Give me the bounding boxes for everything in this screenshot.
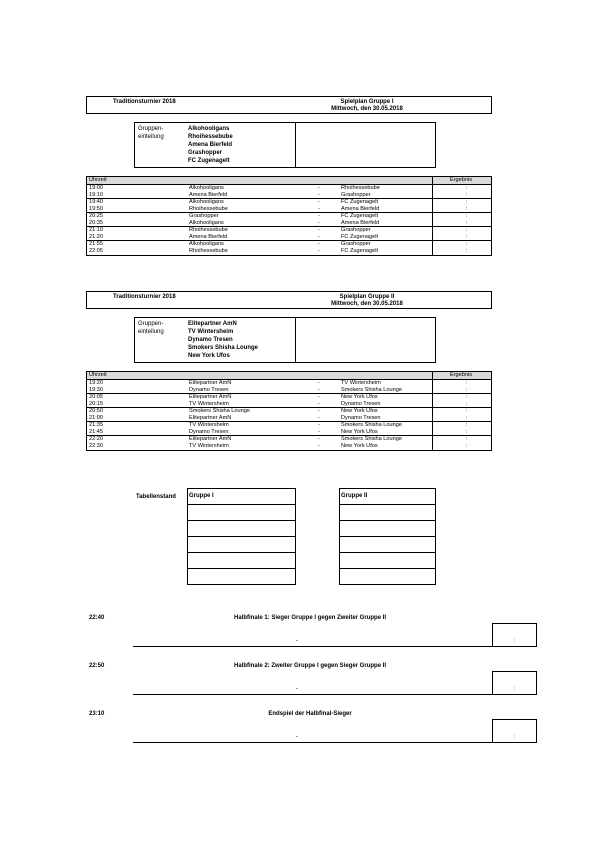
match-home: Rhoihessebube bbox=[189, 247, 228, 254]
match-home: Elitepartner AmN bbox=[189, 394, 232, 400]
group1-assignment bbox=[134, 122, 436, 168]
match-guest: Amena Bierfeld bbox=[341, 219, 380, 226]
match-pair bbox=[87, 227, 491, 241]
match-guest: Amena Bierfeld bbox=[341, 205, 380, 212]
match-score: : bbox=[465, 380, 467, 386]
standings-row bbox=[340, 505, 435, 521]
standings-row bbox=[188, 521, 295, 537]
match-row bbox=[87, 401, 491, 408]
group2-team-list bbox=[188, 320, 258, 360]
match-dash: - bbox=[318, 233, 320, 240]
group2-date: Mittwoch, den 30.05.2018 bbox=[331, 301, 403, 307]
match-guest: Smokers Shisha Lounge bbox=[341, 422, 402, 428]
match-time: 22:20 bbox=[89, 436, 103, 442]
match-time: 21:00 bbox=[89, 414, 103, 421]
match-score: : bbox=[465, 247, 467, 254]
match-score: : bbox=[465, 241, 467, 247]
match-time: 21:10 bbox=[89, 227, 103, 233]
match-guest: Dynamo Tresen bbox=[341, 414, 381, 421]
match-pair bbox=[87, 422, 491, 436]
standings-group1-title: Gruppe I bbox=[188, 489, 295, 505]
standings-row bbox=[340, 569, 435, 585]
match-score: : bbox=[465, 185, 467, 191]
final-score: : bbox=[513, 686, 515, 692]
match-score: : bbox=[465, 219, 467, 226]
match-dash: - bbox=[318, 394, 320, 400]
match-home: Elitepartner AmN bbox=[189, 414, 232, 421]
match-home: Amena Bierfeld bbox=[189, 233, 228, 240]
standings-group1-table bbox=[187, 488, 296, 585]
standings-row bbox=[340, 521, 435, 537]
match-dash: - bbox=[318, 191, 320, 198]
group2-schedule bbox=[86, 371, 492, 451]
group2-assignment bbox=[134, 317, 436, 363]
match-home: Smokers Shisha Lounge bbox=[189, 408, 250, 414]
match-score: : bbox=[465, 386, 467, 393]
group2-header bbox=[86, 291, 492, 309]
standings-label: Tabellenstand bbox=[136, 494, 176, 500]
match-home: Rhoihessebube bbox=[189, 227, 228, 233]
match-time: 19:50 bbox=[89, 205, 103, 212]
match-row bbox=[87, 443, 491, 450]
final-line bbox=[133, 694, 537, 695]
match-time: 22:05 bbox=[89, 247, 103, 254]
match-time: 19:00 bbox=[89, 185, 103, 191]
match-pair bbox=[87, 199, 491, 213]
match-time: 20:15 bbox=[89, 400, 103, 407]
match-time: 19:30 bbox=[89, 386, 103, 393]
final-dash: - bbox=[296, 734, 298, 740]
match-home: Dynamo Tresen bbox=[189, 428, 229, 435]
match-score: : bbox=[465, 205, 467, 212]
match-score: : bbox=[465, 422, 467, 428]
final-line bbox=[133, 742, 537, 743]
final-score-box bbox=[492, 719, 537, 743]
final-time: 22:50 bbox=[89, 663, 105, 669]
match-row bbox=[87, 429, 491, 436]
match-dash: - bbox=[318, 422, 320, 428]
group1-title: Spielplan Gruppe I bbox=[340, 99, 394, 105]
group1-tournament: Traditionsturnier 2018 bbox=[113, 99, 176, 105]
match-time: 19:10 bbox=[89, 191, 103, 198]
match-dash: - bbox=[318, 428, 320, 435]
match-row bbox=[87, 415, 491, 422]
team: TV Wintersheim bbox=[188, 329, 234, 335]
match-time: 20:35 bbox=[89, 219, 103, 226]
schedule-header bbox=[87, 177, 491, 185]
match-time: 21:20 bbox=[89, 233, 103, 240]
match-dash: - bbox=[318, 400, 320, 407]
standings-row bbox=[188, 537, 295, 553]
divider bbox=[295, 123, 296, 167]
match-score: : bbox=[465, 400, 467, 407]
standings-row bbox=[188, 569, 295, 585]
match-dash: - bbox=[318, 442, 320, 449]
match-row bbox=[87, 220, 491, 227]
match-time: 21:35 bbox=[89, 422, 103, 428]
col-time-header: Uhrzeit bbox=[89, 177, 107, 183]
col-time-header: Uhrzeit bbox=[89, 372, 107, 378]
match-row bbox=[87, 192, 491, 199]
match-dash: - bbox=[318, 247, 320, 254]
match-guest: New York Ufos bbox=[341, 408, 378, 414]
match-dash: - bbox=[318, 199, 320, 205]
match-guest: Grashopper bbox=[341, 241, 371, 247]
match-guest: FC Zugenagelt bbox=[341, 233, 379, 240]
group1-header bbox=[86, 96, 492, 114]
match-guest: FC Zugenagelt bbox=[341, 199, 379, 205]
match-home: TV Wintersheim bbox=[189, 400, 229, 407]
match-guest: Grashopper bbox=[341, 191, 371, 198]
final-score-box bbox=[492, 623, 537, 647]
match-score: : bbox=[465, 227, 467, 233]
match-score: : bbox=[465, 199, 467, 205]
final-line bbox=[133, 646, 537, 647]
col-result-header: Ergebnis bbox=[449, 177, 473, 183]
team: Alkohooligans bbox=[188, 126, 230, 132]
match-score: : bbox=[465, 233, 467, 240]
match-guest: FC Zugenagelt bbox=[341, 213, 379, 219]
standings-group2-table bbox=[339, 488, 436, 585]
match-time: 20:25 bbox=[89, 213, 103, 219]
match-dash: - bbox=[318, 213, 320, 219]
group2-assignment-label: Gruppen- einteilung bbox=[138, 321, 164, 335]
standings-row bbox=[188, 553, 295, 569]
match-time: 21:55 bbox=[89, 241, 103, 247]
final-time: 23:10 bbox=[89, 711, 105, 717]
col-result-header: Ergebnis bbox=[449, 372, 473, 378]
match-guest: New York Ufos bbox=[341, 394, 378, 400]
match-guest: Dynamo Tresen bbox=[341, 400, 381, 407]
match-guest: New York Ufos bbox=[341, 428, 378, 435]
match-home: TV Wintersheim bbox=[189, 442, 229, 449]
match-home: Elitepartner AmN bbox=[189, 436, 232, 442]
match-home: Alkohooligans bbox=[189, 185, 224, 191]
match-dash: - bbox=[318, 408, 320, 414]
match-pair bbox=[87, 408, 491, 422]
match-guest: Grashopper bbox=[341, 227, 371, 233]
match-pair bbox=[87, 380, 491, 394]
match-row bbox=[87, 234, 491, 241]
team: Amena Bierfeld bbox=[188, 142, 233, 148]
match-pair bbox=[87, 394, 491, 408]
match-home: Amena Bierfeld bbox=[189, 191, 228, 198]
match-dash: - bbox=[318, 241, 320, 247]
match-dash: - bbox=[318, 205, 320, 212]
match-guest: Smokers Shisha Lounge bbox=[341, 386, 402, 393]
match-home: Rhoihessebube bbox=[189, 205, 228, 212]
match-time: 22:30 bbox=[89, 442, 103, 449]
match-pair bbox=[87, 436, 491, 450]
team: Rhoihessebube bbox=[188, 134, 233, 140]
match-time: 20:05 bbox=[89, 394, 103, 400]
match-guest: TV Wintersheim bbox=[341, 380, 381, 386]
match-score: : bbox=[465, 213, 467, 219]
final-score-box bbox=[492, 671, 537, 695]
group1-schedule bbox=[86, 176, 492, 256]
match-score: : bbox=[465, 414, 467, 421]
match-score: : bbox=[465, 442, 467, 449]
team: Smokers Shisha Lounge bbox=[188, 345, 259, 351]
group2-tournament: Traditionsturnier 2018 bbox=[113, 294, 176, 300]
team: New York Ufos bbox=[188, 353, 230, 359]
match-pair bbox=[87, 241, 491, 255]
match-dash: - bbox=[318, 380, 320, 386]
match-row bbox=[87, 206, 491, 213]
match-home: TV Wintersheim bbox=[189, 422, 229, 428]
final-dash: - bbox=[296, 686, 298, 692]
match-home: Alkohooligans bbox=[189, 241, 224, 247]
final-score: : bbox=[513, 734, 515, 740]
schedule-header bbox=[87, 372, 491, 380]
divider bbox=[295, 318, 296, 362]
match-guest: New York Ufos bbox=[341, 442, 378, 449]
group1-assignment-label: Gruppen- einteilung bbox=[138, 126, 164, 140]
match-guest: Smokers Shisha Lounge bbox=[341, 436, 402, 442]
final-score: : bbox=[513, 638, 515, 644]
standings-row bbox=[340, 537, 435, 553]
match-score: : bbox=[465, 436, 467, 442]
match-guest: FC Zugenagelt bbox=[341, 247, 379, 254]
match-score: : bbox=[465, 191, 467, 198]
match-score: : bbox=[465, 408, 467, 414]
group1-team-list bbox=[188, 125, 233, 165]
match-pair bbox=[87, 213, 491, 227]
match-dash: - bbox=[318, 414, 320, 421]
match-dash: - bbox=[318, 436, 320, 442]
group2-title: Spielplan Gruppe II bbox=[339, 294, 395, 300]
match-dash: - bbox=[318, 185, 320, 191]
final-time: 22:40 bbox=[89, 615, 105, 621]
match-home: Alkohooligans bbox=[189, 219, 224, 226]
match-dash: - bbox=[318, 219, 320, 226]
match-dash: - bbox=[318, 227, 320, 233]
match-time: 19:40 bbox=[89, 199, 103, 205]
match-time: 20:50 bbox=[89, 408, 103, 414]
standings-row bbox=[188, 505, 295, 521]
match-home: Elitepartner AmN bbox=[189, 380, 232, 386]
group1-date: Mittwoch, den 30.05.2018 bbox=[331, 106, 403, 112]
match-score: : bbox=[465, 394, 467, 400]
match-row bbox=[87, 387, 491, 394]
match-row bbox=[87, 248, 491, 255]
match-time: 19:20 bbox=[89, 380, 103, 386]
standings-group2-title: Gruppe II bbox=[340, 489, 435, 505]
match-dash: - bbox=[318, 386, 320, 393]
match-home: Alkohooligans bbox=[189, 199, 224, 205]
match-time: 21:45 bbox=[89, 428, 103, 435]
final-dash: - bbox=[296, 638, 298, 644]
match-home: Grashopper bbox=[189, 213, 219, 219]
match-home: Dynamo Tresen bbox=[189, 386, 229, 393]
match-pair bbox=[87, 185, 491, 199]
team: Dynamo Tresen bbox=[188, 337, 233, 343]
final-title: Halbfinale 2: Zweiter Gruppe I gegen Sieger Gruppe II bbox=[233, 663, 387, 669]
match-guest: Rhoihessebube bbox=[341, 185, 380, 191]
team: Elitepartner AmN bbox=[188, 321, 237, 327]
team: FC Zugenagelt bbox=[188, 158, 230, 164]
standings-row bbox=[340, 553, 435, 569]
final-title: Halbfinale 1: Sieger Gruppe I gegen Zweiter Gruppe II bbox=[233, 615, 387, 621]
team: Grashopper bbox=[188, 150, 223, 156]
match-score: : bbox=[465, 428, 467, 435]
final-title: Endspiel der Halbfinal-Sieger bbox=[268, 711, 352, 717]
